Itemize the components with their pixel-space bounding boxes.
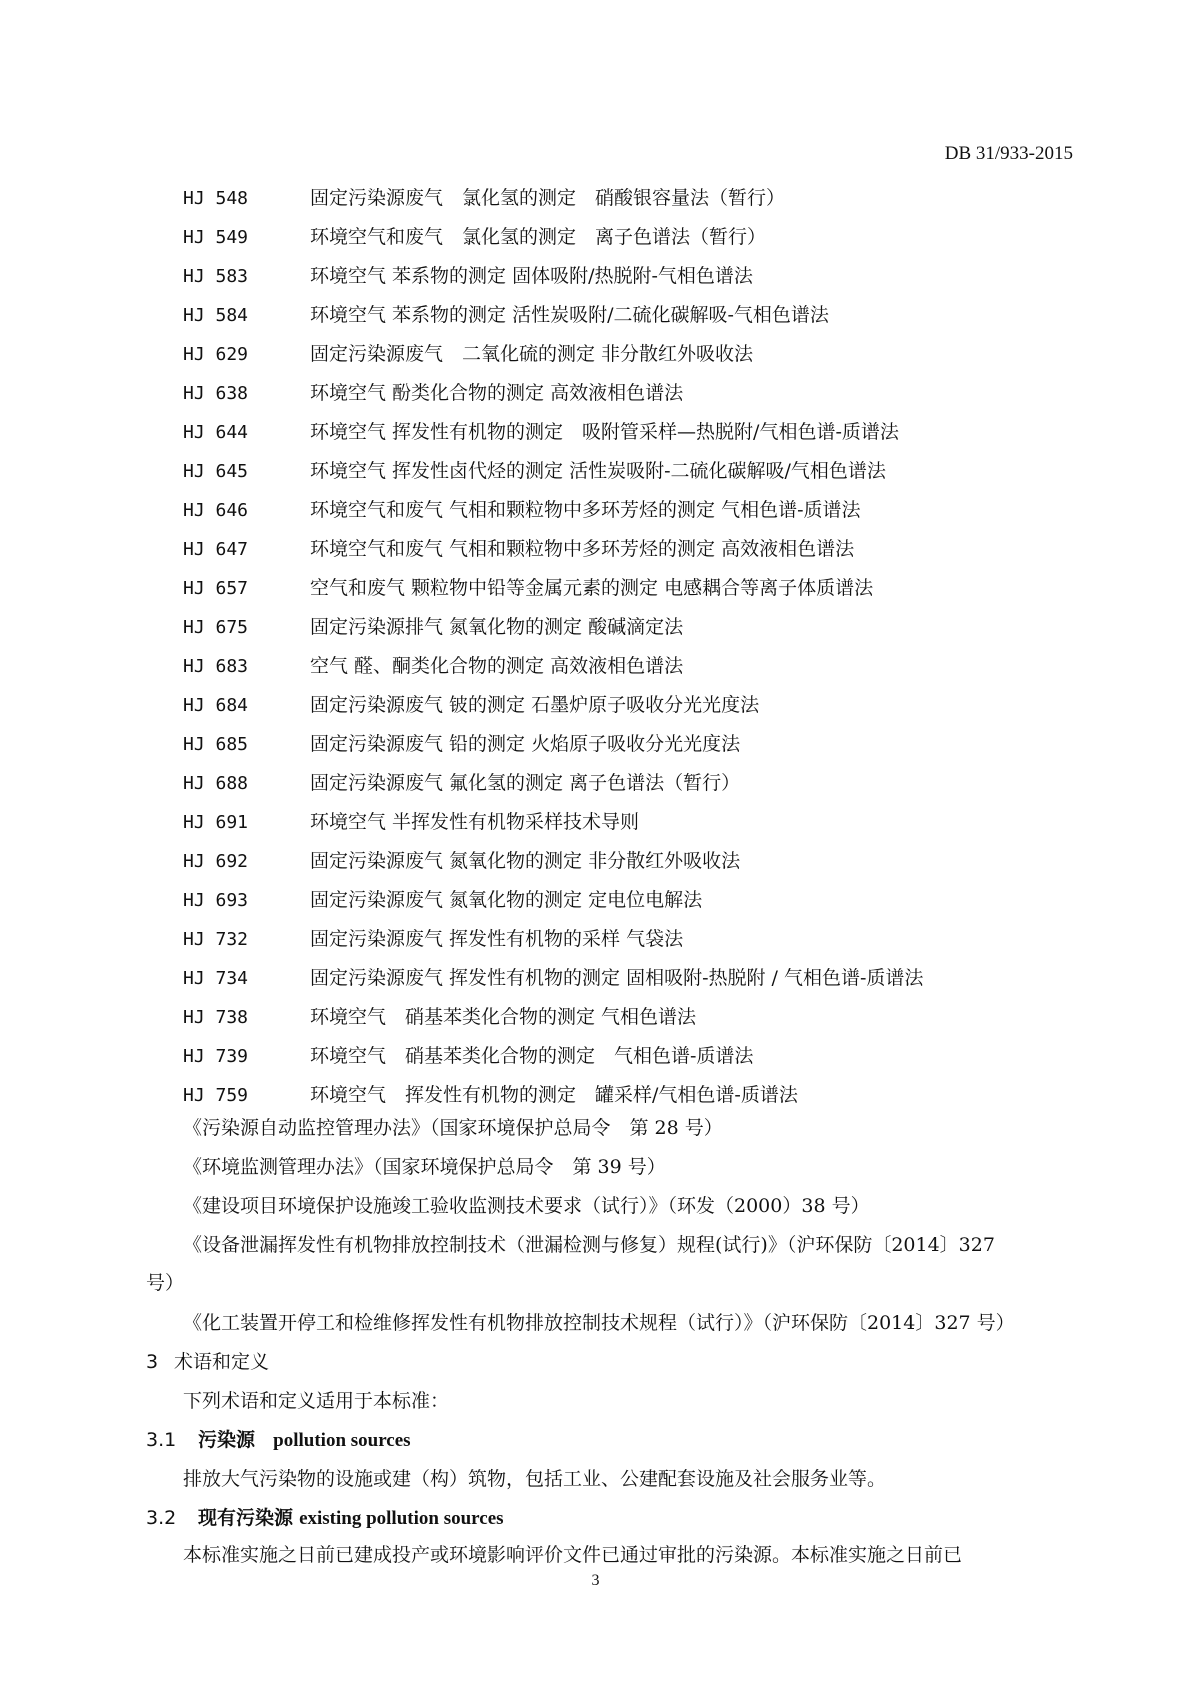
standard-item xyxy=(183,534,923,573)
standard-title: 固定污染源废气 挥发性有机物的测定 固相吸附-热脱附 / 气相色谱-质谱法 xyxy=(310,967,924,989)
standard-title: 环境空气和废气 氯化氢的测定 离子色谱法（暂行） xyxy=(310,226,767,248)
section-number: 3 xyxy=(146,1351,159,1373)
standard-item xyxy=(183,1002,923,1041)
standard-title: 固定污染源废气 氟化氢的测定 离子色谱法（暂行） xyxy=(310,772,741,794)
term-heading xyxy=(146,1425,411,1456)
term-title-en: pollution sources xyxy=(273,1430,411,1451)
standard-code: HJ 638 xyxy=(183,383,249,404)
standard-code: HJ 685 xyxy=(183,734,249,755)
standard-code: HJ 584 xyxy=(183,305,249,326)
standard-title: 固定污染源废气 铅的测定 火焰原子吸收分光光度法 xyxy=(310,733,741,755)
standard-code: HJ 692 xyxy=(183,851,249,872)
standard-title: 空气 醛、酮类化合物的测定 高效液相色谱法 xyxy=(310,655,684,677)
standard-item xyxy=(183,690,923,729)
standard-title: 固定污染源废气 二氧化硫的测定 非分散红外吸收法 xyxy=(310,343,754,365)
standard-title: 环境空气 挥发性有机物的测定 罐采样/气相色谱-质谱法 xyxy=(310,1084,798,1106)
standard-code: HJ 732 xyxy=(183,929,249,950)
standard-title: 环境空气 挥发性卤代烃的测定 活性炭吸附-二硫化碳解吸/气相色谱法 xyxy=(310,460,886,482)
regulation-ref: 《建设项目环境保护设施竣工验收监测技术要求（试行）》（环发（2000）38 号） xyxy=(183,1195,870,1217)
standard-code: HJ 645 xyxy=(183,461,249,482)
term-number: 3.2 xyxy=(146,1507,177,1529)
standard-code: HJ 684 xyxy=(183,695,249,716)
regulation-ref: 《设备泄漏挥发性有机物排放控制技术（泄漏检测与修复）规程(试行)》（沪环保防〔2014〕327 xyxy=(183,1234,995,1256)
term-heading xyxy=(146,1503,504,1534)
standard-item xyxy=(183,417,923,456)
standard-title: 固定污染源废气 铍的测定 石墨炉原子吸收分光光度法 xyxy=(310,694,760,716)
standard-code: HJ 548 xyxy=(183,188,249,209)
section-heading xyxy=(146,1347,269,1377)
regulation-ref-continuation: 号） xyxy=(146,1272,185,1294)
standard-title: 环境空气 半挥发性有机物采样技术导则 xyxy=(310,811,640,833)
standard-code: HJ 759 xyxy=(183,1085,249,1106)
standard-title: 环境空气和废气 气相和颗粒物中多环芳烃的测定 气相色谱-质谱法 xyxy=(310,499,861,521)
standard-item xyxy=(183,495,923,534)
standard-title: 环境空气 苯系物的测定 固体吸附/热脱附-气相色谱法 xyxy=(310,265,753,287)
standard-code: HJ 629 xyxy=(183,344,249,365)
term-number: 3.1 xyxy=(146,1429,177,1451)
standard-code: HJ 693 xyxy=(183,890,249,911)
standard-title: 环境空气 苯系物的测定 活性炭吸附/二硫化碳解吸-气相色谱法 xyxy=(310,304,829,326)
standard-title: 固定污染源排气 氮氧化物的测定 酸碱滴定法 xyxy=(310,616,684,638)
section-intro: 下列术语和定义适用于本标准： xyxy=(183,1390,450,1412)
standard-code: HJ 691 xyxy=(183,812,249,833)
standard-code: HJ 738 xyxy=(183,1007,249,1028)
standard-code: HJ 583 xyxy=(183,266,249,287)
standard-title: 固定污染源废气 氮氧化物的测定 非分散红外吸收法 xyxy=(310,850,741,872)
standard-title: 环境空气 酚类化合物的测定 高效液相色谱法 xyxy=(310,382,684,404)
standard-item xyxy=(183,1041,923,1080)
standard-item xyxy=(183,807,923,846)
standard-item xyxy=(183,183,923,222)
standard-item xyxy=(183,378,923,417)
standard-item xyxy=(183,768,923,807)
standard-item xyxy=(183,261,923,300)
standard-item xyxy=(183,651,923,690)
standard-title: 固定污染源废气 挥发性有机物的采样 气袋法 xyxy=(310,928,684,950)
document-code: DB 31/933-2015 xyxy=(944,143,1073,164)
standard-title: 环境空气 硝基苯类化合物的测定 气相色谱法 xyxy=(310,1006,697,1028)
term-definition: 排放大气污染物的设施或建（构）筑物，包括工业、公建配套设施及社会服务业等。 xyxy=(183,1468,887,1490)
page-number: 3 xyxy=(591,1572,600,1589)
standard-code: HJ 644 xyxy=(183,422,249,443)
standard-code: HJ 734 xyxy=(183,968,249,989)
regulation-ref: 《污染源自动监控管理办法》（国家环境保护总局令 第 28 号） xyxy=(183,1117,723,1139)
standard-title: 环境空气 硝基苯类化合物的测定 气相色谱-质谱法 xyxy=(310,1045,754,1067)
standard-item xyxy=(183,612,923,651)
standard-item xyxy=(183,885,923,924)
standard-code: HJ 549 xyxy=(183,227,249,248)
term-definition: 本标准实施之日前已建成投产或环境影响评价文件已通过审批的污染源。本标准实施之日前已 xyxy=(183,1544,963,1566)
standard-item xyxy=(183,339,923,378)
standard-item xyxy=(183,573,923,612)
standard-item xyxy=(183,924,923,963)
standards-list xyxy=(183,183,923,1119)
standard-code: HJ 683 xyxy=(183,656,249,677)
section-title: 术语和定义 xyxy=(174,1351,270,1373)
standard-code: HJ 647 xyxy=(183,539,249,560)
standard-title: 固定污染源废气 氯化氢的测定 硝酸银容量法（暂行） xyxy=(310,187,786,209)
standard-title: 固定污染源废气 氮氧化物的测定 定电位电解法 xyxy=(310,889,703,911)
standard-item xyxy=(183,963,923,1002)
standard-item xyxy=(183,846,923,885)
standard-item xyxy=(183,300,923,339)
standard-title: 环境空气和废气 气相和颗粒物中多环芳烃的测定 高效液相色谱法 xyxy=(310,538,855,560)
standard-code: HJ 675 xyxy=(183,617,249,638)
standard-code: HJ 739 xyxy=(183,1046,249,1067)
regulation-ref: 《化工装置开停工和检维修挥发性有机物排放控制技术规程（试行）》（沪环保防〔2014〕327 号） xyxy=(183,1312,1015,1334)
standard-item xyxy=(183,456,923,495)
regulation-ref: 《环境监测管理办法》（国家环境保护总局令 第 39 号） xyxy=(183,1156,666,1178)
standard-item xyxy=(183,729,923,768)
standard-code: HJ 657 xyxy=(183,578,249,599)
standard-title: 环境空气 挥发性有机物的测定 吸附管采样—热脱附/气相色谱-质谱法 xyxy=(310,421,899,443)
term-title-en: existing pollution sources xyxy=(299,1508,504,1529)
term-title-zh: 现有污染源 xyxy=(198,1507,294,1529)
term-title-zh: 污染源 xyxy=(198,1429,256,1451)
standard-code: HJ 646 xyxy=(183,500,249,521)
standard-item xyxy=(183,222,923,261)
standard-title: 空气和废气 颗粒物中铅等金属元素的测定 电感耦合等离子体质谱法 xyxy=(310,577,874,599)
standard-code: HJ 688 xyxy=(183,773,249,794)
